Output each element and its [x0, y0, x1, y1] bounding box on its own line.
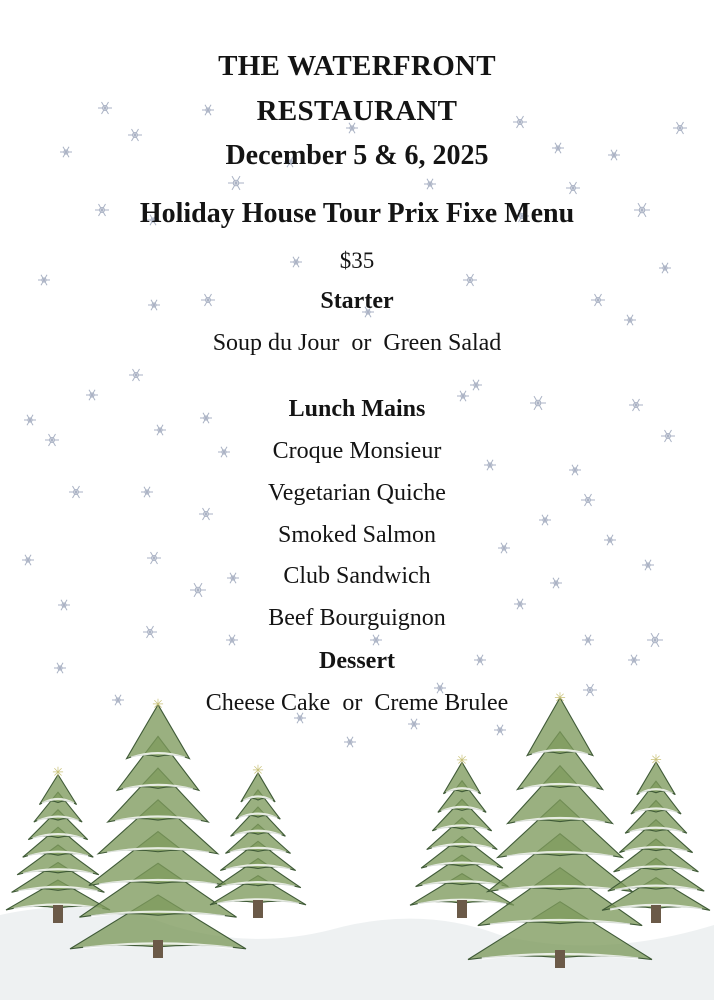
dessert-options: Cheese Cake or Creme Brulee: [205, 690, 509, 716]
pine-tree-icon: [410, 754, 514, 918]
snowflake-icon: [38, 275, 50, 285]
snowflake-icon: [154, 425, 166, 435]
event-date: December 5 & 6, 2025: [225, 140, 489, 171]
tree-star-icon: ✳: [152, 698, 164, 714]
starter-options: Soup du Jour or Green Salad: [212, 330, 502, 356]
dessert-heading: Dessert: [319, 648, 395, 674]
pine-tree-icon: [210, 764, 306, 918]
pine-tree-icon: [468, 691, 652, 968]
snowflake-icon: [129, 369, 143, 381]
main-item: Smoked Salmon: [277, 522, 436, 548]
restaurant-name-line2: RESTAURANT: [256, 95, 458, 127]
main-item: Beef Bourguignon: [268, 605, 446, 631]
pine-trees-illustration: [0, 691, 714, 1000]
snowflake-icon: [370, 635, 382, 645]
main-item: Vegetarian Quiche: [268, 480, 446, 506]
snowflake-icon: [569, 465, 581, 475]
pine-tree-icon: [6, 766, 110, 923]
snowflake-icon: [624, 315, 636, 325]
menu-price: $35: [339, 248, 375, 273]
snowflake-icon: [226, 635, 238, 645]
mains-heading: Lunch Mains: [288, 396, 426, 422]
main-item: Croque Monsieur: [272, 438, 442, 464]
starter-heading: Starter: [320, 288, 394, 314]
snowflake-icon: [228, 176, 244, 190]
snowflake-icon: [199, 508, 213, 520]
menu-title: Holiday House Tour Prix Fixe Menu: [139, 198, 575, 229]
snowflake-icon: [582, 635, 594, 645]
snowflake-icon: [424, 179, 436, 189]
snowflake-icon: [647, 633, 663, 647]
snowflake-icon: [470, 380, 482, 390]
main-item: Club Sandwich: [283, 563, 431, 589]
snowflake-icon: [566, 182, 580, 194]
tree-star-icon: ✳: [650, 753, 662, 769]
tree-star-icon: ✳: [52, 766, 64, 782]
tree-star-icon: ✳: [456, 753, 468, 769]
tree-star-icon: ✳: [554, 691, 566, 707]
tree-star-icon: ✳: [252, 764, 264, 780]
pine-tree-icon: [602, 754, 710, 923]
restaurant-name-line1: THE WATERFRONT: [218, 50, 496, 82]
snowflake-icon: [463, 274, 477, 286]
